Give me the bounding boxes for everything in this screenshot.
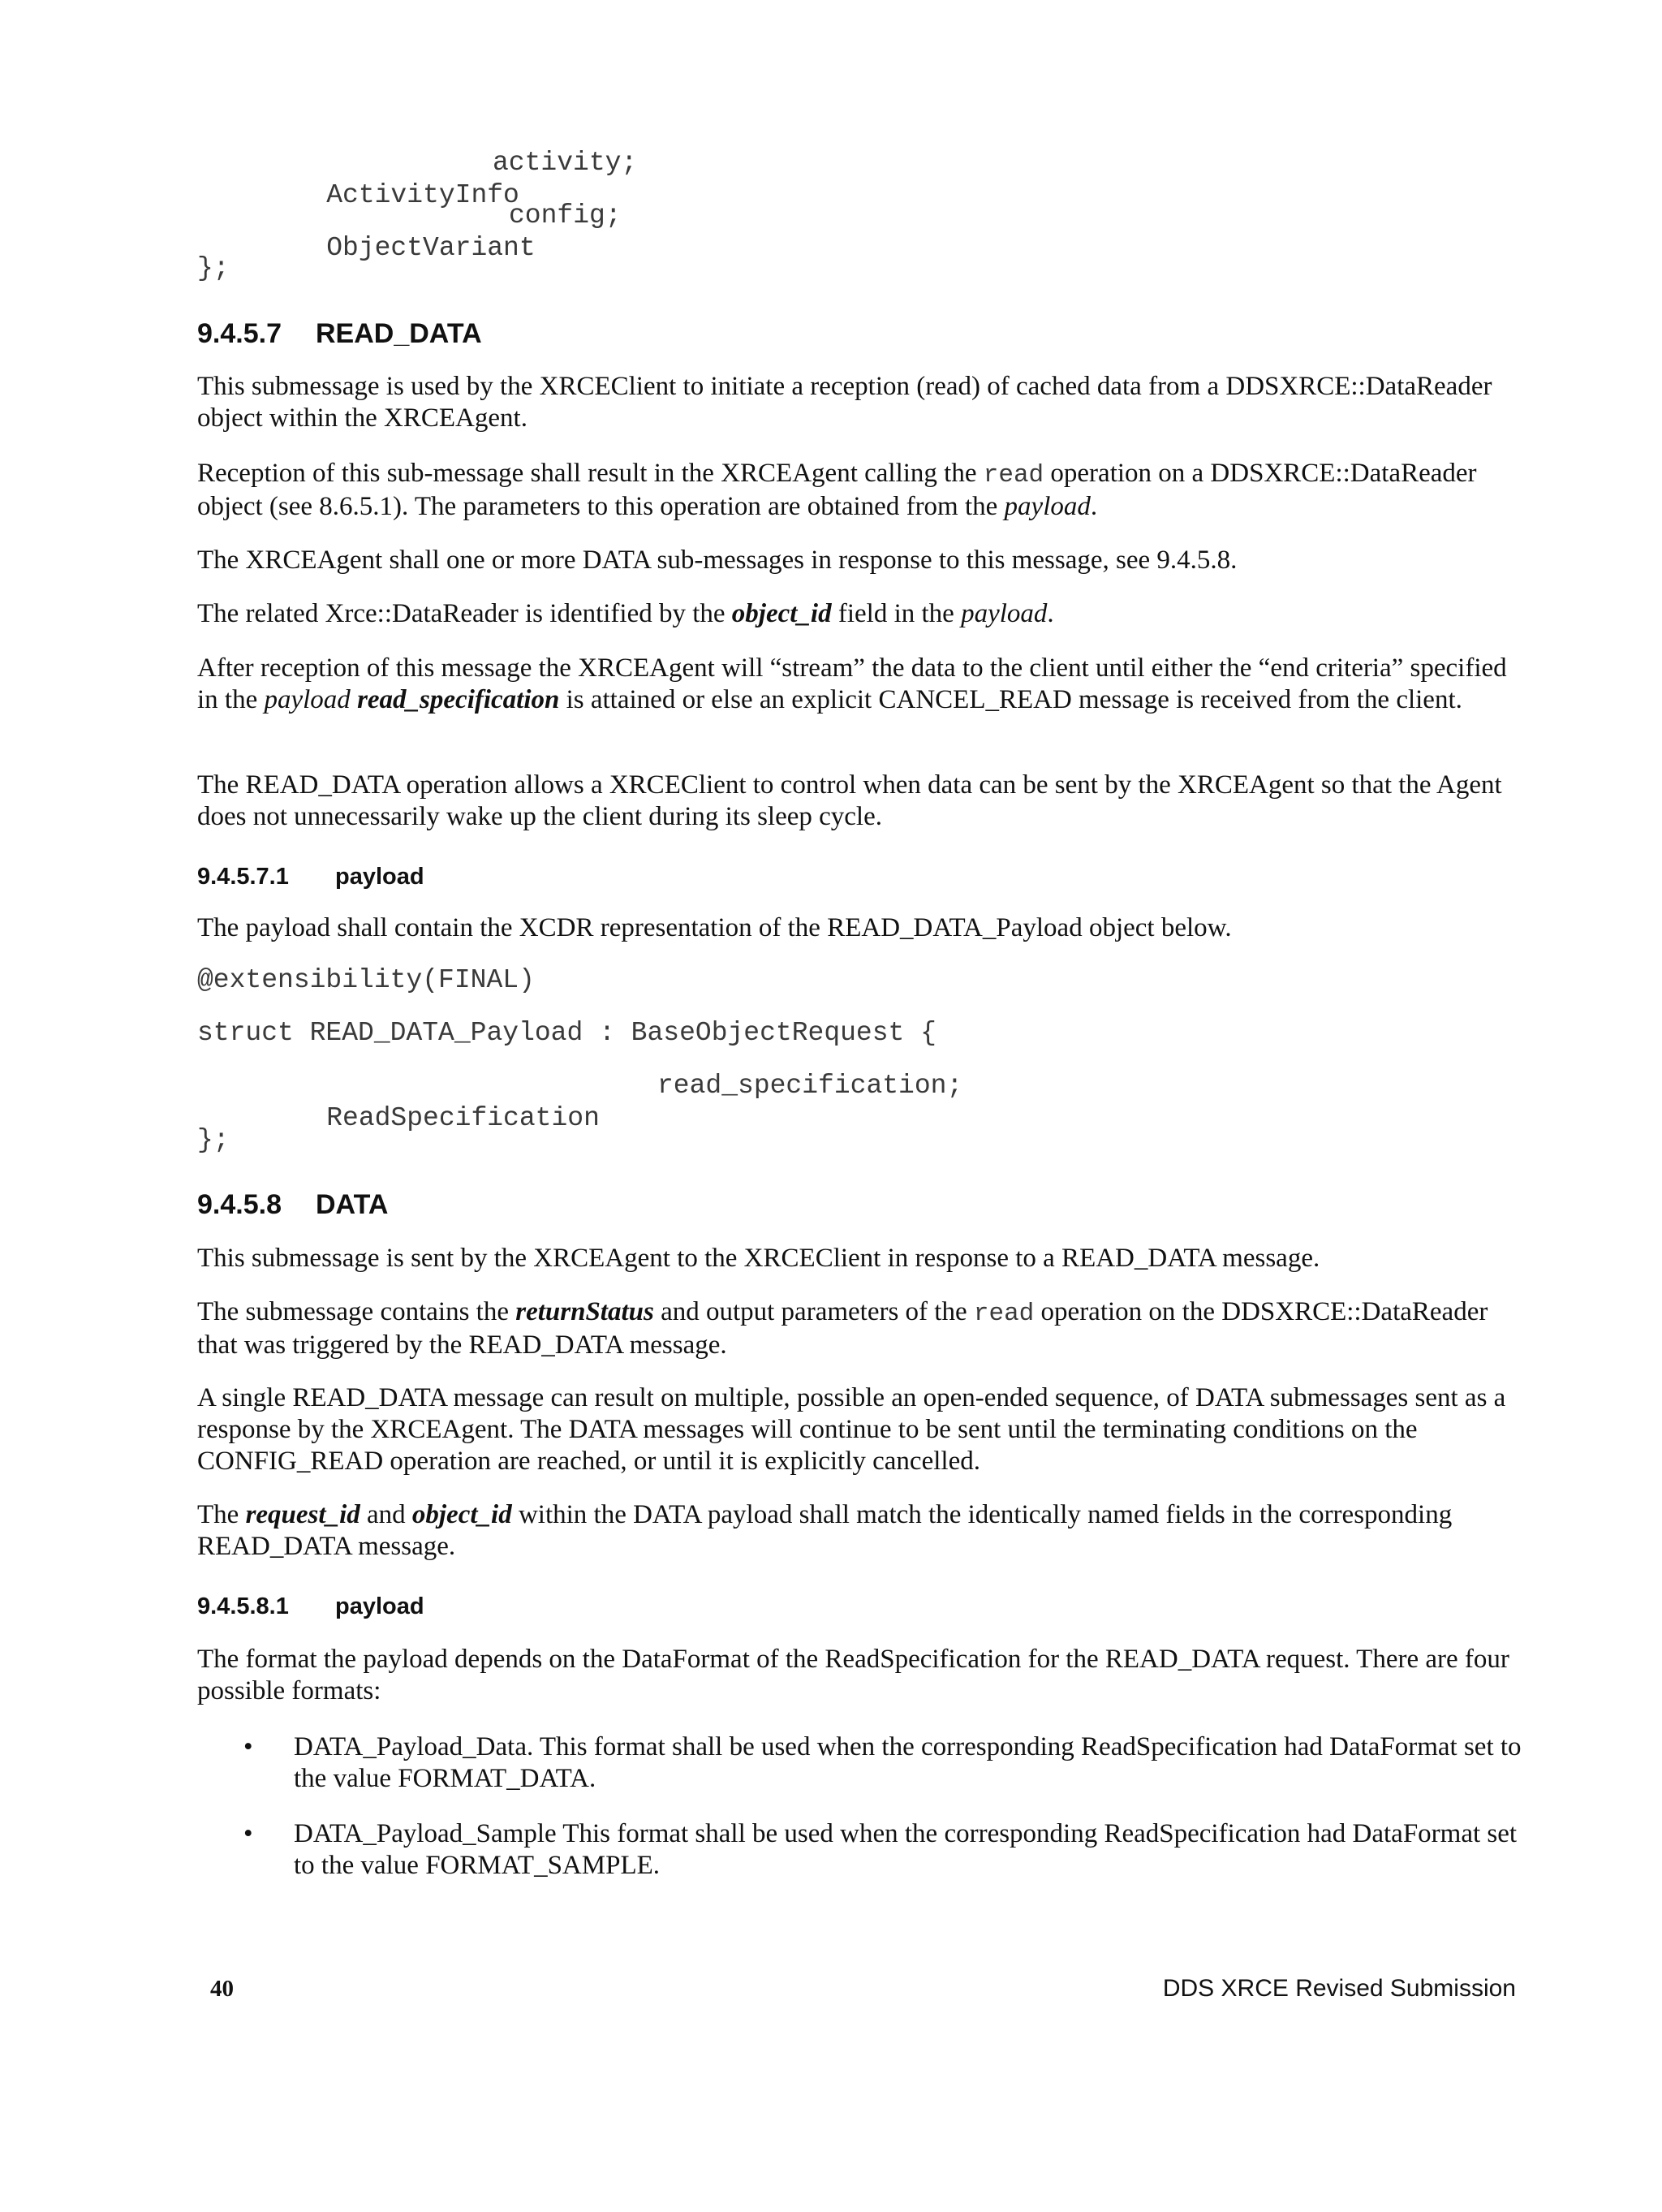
code-field: read_specification; bbox=[657, 1071, 963, 1101]
paragraph bbox=[197, 1499, 1528, 1563]
inline-code: read bbox=[973, 1300, 1035, 1328]
text-run: . bbox=[1090, 492, 1098, 521]
paragraph bbox=[197, 598, 1528, 630]
text-run: operation on a DDSXRCE::DataReader object (see 8.6.5.1). The parameters to this operation are obtained from the bbox=[197, 459, 1477, 521]
paragraph bbox=[197, 1296, 1528, 1361]
code-line-read-specification bbox=[262, 1070, 963, 1167]
emphasis: payload bbox=[264, 685, 351, 714]
section-heading-data bbox=[197, 1188, 389, 1222]
code-field: activity; bbox=[493, 148, 638, 178]
text-run: The submessage contains the bbox=[197, 1297, 516, 1326]
paragraph: This submessage is sent by the XRCEAgent to the XRCEClient in response to a READ_DATA message. bbox=[197, 1244, 1320, 1273]
page-number: 40 bbox=[210, 1976, 234, 2002]
paragraph: The READ_DATA operation allows a XRCEClient to control when data can be sent by the XRCEAgent so that the Agent does not unnecessarily wake up the client during its sleep cycle. bbox=[197, 770, 1502, 831]
section-heading-read-data bbox=[197, 317, 482, 351]
subsection-heading-payload bbox=[197, 1591, 424, 1622]
bold-italic-field: object_id bbox=[411, 1500, 512, 1529]
code-line-config bbox=[262, 200, 622, 297]
text-run bbox=[351, 685, 357, 714]
paragraph: The XRCEAgent shall one or more DATA sub-messages in response to this message, see 9.4.5.8. bbox=[197, 545, 1238, 575]
paragraph: This submessage is used by the XRCEClient to initiate a reception (read) of cached data from a DDSXRCE::DataReader object within the XRCEAgent. bbox=[197, 372, 1492, 433]
subsection-heading-payload bbox=[197, 861, 424, 892]
footer-document-title: DDS XRCE Revised Submission bbox=[1162, 1975, 1516, 2002]
text-run: is attained or else an explicit CANCEL_READ message is received from the client. bbox=[559, 685, 1462, 714]
bullet-icon: • bbox=[243, 1732, 253, 1761]
code-type: ObjectVariant bbox=[326, 233, 536, 263]
code-type: ReadSpecification bbox=[326, 1103, 600, 1133]
code-close-brace: }; bbox=[197, 1125, 230, 1155]
section-title: DATA bbox=[316, 1189, 389, 1220]
section-number: 9.4.5.7 bbox=[197, 318, 282, 349]
text-run: field in the bbox=[831, 599, 962, 628]
emphasis: payload bbox=[1004, 492, 1091, 521]
text-run: and bbox=[360, 1500, 412, 1529]
code-annotation: @extensibility(FINAL) bbox=[197, 965, 535, 995]
text-run: After reception of this message the XRCEAgent will “stream” the data to the client until either the “end criteria” specified in the bbox=[197, 653, 1507, 714]
text-run: operation on the DDSXRCE::DataReader that was triggered by the READ_DATA message. bbox=[197, 1297, 1488, 1360]
list-item: DATA_Payload_Sample This format shall be used when the corresponding ReadSpecification had DataFormat set to the value FORMAT_SAMPLE. bbox=[294, 1819, 1518, 1880]
text-run: and output parameters of the bbox=[653, 1297, 974, 1326]
paragraph: The payload shall contain the XCDR representation of the READ_DATA_Payload object below. bbox=[197, 913, 1232, 942]
inline-code: read bbox=[983, 461, 1044, 489]
section-number: 9.4.5.8 bbox=[197, 1189, 282, 1220]
text-run: The related Xrce::DataReader is identified by the bbox=[197, 599, 732, 628]
code-struct-declaration: struct READ_DATA_Payload : BaseObjectRequest { bbox=[197, 1018, 936, 1048]
emphasis: payload bbox=[961, 599, 1048, 628]
code-close-brace: }; bbox=[197, 253, 230, 283]
list-item: DATA_Payload_Data. This format shall be used when the corresponding ReadSpecification had DataFormat set to the value FORMAT_DATA. bbox=[294, 1732, 1522, 1793]
section-title: READ_DATA bbox=[316, 318, 482, 349]
section-title: payload bbox=[335, 1593, 424, 1619]
bold-italic-field: object_id bbox=[731, 599, 832, 628]
text-run: . bbox=[1047, 599, 1054, 628]
paragraph bbox=[197, 653, 1528, 716]
bold-italic-field: request_id bbox=[245, 1500, 360, 1529]
paragraph: The format the payload depends on the DataFormat of the ReadSpecification for the READ_DATA request. There are four possible formats: bbox=[197, 1645, 1509, 1705]
text-run: within the DATA payload shall match the identically named fields in the corresponding READ_DATA message. bbox=[197, 1500, 1453, 1561]
code-type: ActivityInfo bbox=[326, 180, 519, 210]
bold-italic-field: read_specification bbox=[357, 685, 560, 714]
section-title: payload bbox=[335, 864, 424, 890]
paragraph bbox=[197, 458, 1528, 523]
section-number: 9.4.5.8.1 bbox=[197, 1593, 289, 1619]
bullet-icon: • bbox=[243, 1819, 253, 1848]
code-field: config; bbox=[509, 201, 622, 231]
bold-italic-field: returnStatus bbox=[515, 1297, 654, 1326]
paragraph: A single READ_DATA message can result on multiple, possible an open-ended sequence, of DATA submessages sent as a response by the XRCEAgent. The DATA messages will continue to be sent until the terminating conditions on the CONFIG_READ operation are reached, or until it is explicitly cancelled. bbox=[197, 1383, 1506, 1476]
section-number: 9.4.5.7.1 bbox=[197, 864, 289, 890]
text-run: The bbox=[197, 1500, 246, 1529]
text-run: Reception of this sub-message shall result in the XRCEAgent calling the bbox=[197, 459, 984, 488]
